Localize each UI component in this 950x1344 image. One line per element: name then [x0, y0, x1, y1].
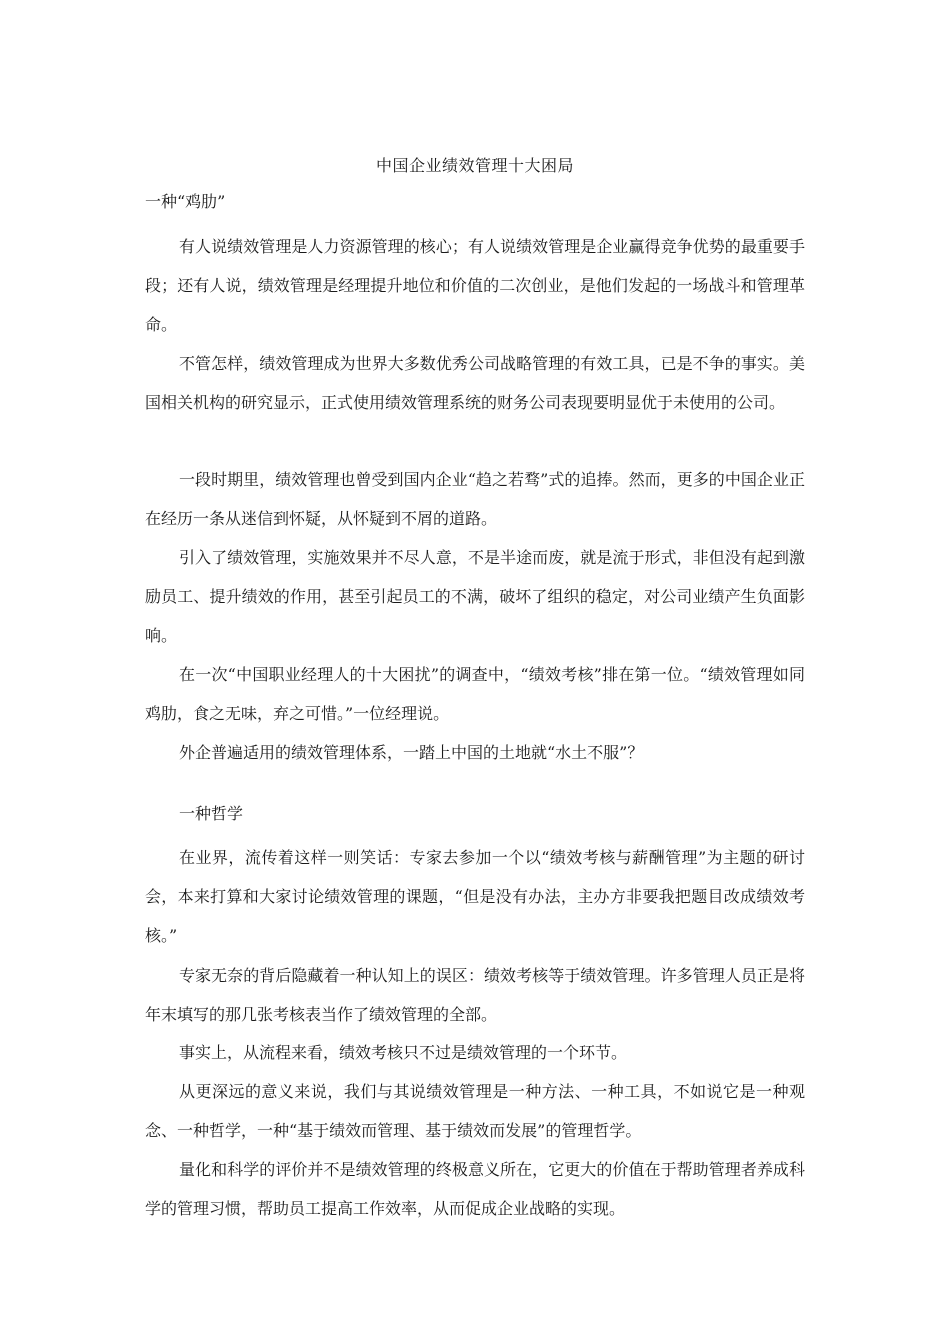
- paragraph: 在业界，流传着这样一则笑话：专家去参加一个以“绩效考核与薪酬管理”为主题的研讨会，本来打算和大家讨论绩效管理的课题，“但是没有办法，主办方非要我把题目改成绩效考核。”: [145, 848, 805, 945]
- paragraph: 有人说绩效管理是人力资源管理的核心；有人说绩效管理是企业赢得竞争优势的最重要手段；还有人说，绩效管理是经理提升地位和价值的二次创业，是他们发起的一场战斗和管理革命。: [145, 237, 805, 334]
- paragraph: 量化和科学的评价并不是绩效管理的终极意义所在，它更大的价值在于帮助管理者养成科学的管理习惯，帮助员工提高工作效率，从而促成企业战略的实现。: [145, 1160, 805, 1218]
- paragraph: 专家无奈的背后隐藏着一种认知上的误区：绩效考核等于绩效管理。许多管理人员正是将年末填写的那几张考核表当作了绩效管理的全部。: [145, 966, 805, 1024]
- paragraph: 在一次“中国职业经理人的十大困扰”的调查中，“绩效考核”排在第一位。“绩效管理如同鸡肋，食之无味，弃之可惜。”一位经理说。: [145, 665, 805, 723]
- paragraph: 事实上，从流程来看，绩效考核只不过是绩效管理的一个环节。: [179, 1043, 628, 1062]
- paragraph: 外企普遍适用的绩效管理体系，一踏上中国的土地就“水土不服”？: [179, 743, 644, 762]
- section-heading-chicken-rib: 一种“鸡肋”: [145, 192, 226, 211]
- section-heading-philosophy: 一种哲学: [179, 804, 244, 823]
- paragraph: 不管怎样，绩效管理成为世界大多数优秀公司战略管理的有效工具，已是不争的事实。美国相关机构的研究显示，正式使用绩效管理系统的财务公司表现要明显优于未使用的公司。: [145, 354, 805, 412]
- paragraph: 一段时期里，绩效管理也曾受到国内企业“趋之若骛”式的追捧。然而，更多的中国企业正在经历一条从迷信到怀疑，从怀疑到不屑的道路。: [145, 470, 805, 528]
- paragraph: 从更深远的意义来说，我们与其说绩效管理是一种方法、一种工具，不如说它是一种观念、一种哲学，一种“基于绩效而管理、基于绩效而发展”的管理哲学。: [145, 1082, 805, 1140]
- document-title: 中国企业绩效管理十大困局: [375, 156, 574, 175]
- paragraph: 引入了绩效管理，实施效果并不尽人意，不是半途而废，就是流于形式，非但没有起到激励员工、提升绩效的作用，甚至引起员工的不满，破坏了组织的稳定，对公司业绩产生负面影响。: [145, 548, 805, 645]
